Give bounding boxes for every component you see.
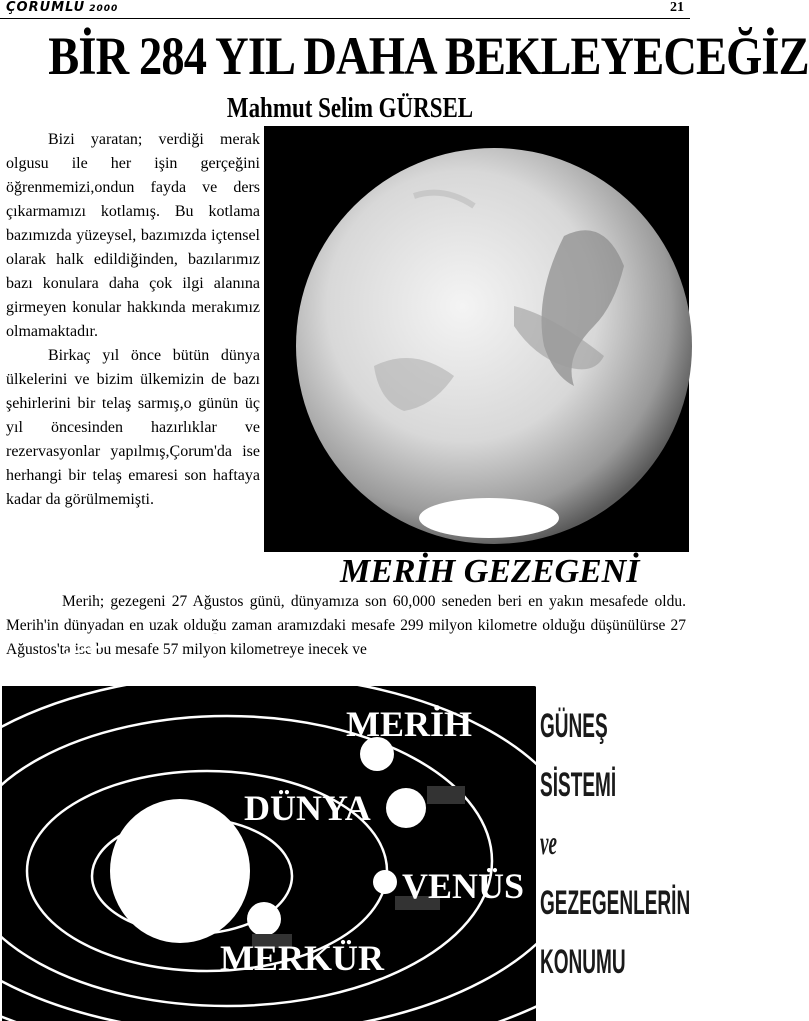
photo-caption: MERİH GEZEGENİ (340, 553, 640, 590)
sun (110, 799, 250, 943)
side-title-line-5: KONUMU (540, 943, 626, 981)
page-number: 21 (670, 0, 684, 15)
side-title-line-2: SİSTEMİ (540, 766, 617, 804)
diagram-side-title (540, 708, 690, 1003)
mars-photo (264, 126, 689, 552)
label-venus: VENÜS (402, 866, 525, 906)
solar-system-diagram (2, 686, 536, 1021)
article-author: Mahmut Selim GÜRSEL (226, 93, 474, 124)
page-header (0, 0, 690, 19)
mercury-planet (247, 902, 281, 936)
label-earth: DÜNYA (244, 788, 371, 828)
magazine-year: 2000 (89, 4, 119, 14)
side-title-line-1: GÜNEŞ (540, 707, 608, 745)
intro-column (6, 128, 260, 512)
earth-planet (386, 788, 426, 828)
label-mars: MERİH (346, 704, 472, 744)
paragraph-3: Merih; gezegeni 27 Ağustos günü, dünyamıza son 60,000 seneden beri en yakın mesafede oldu. Merih'in dünyadan en uzak olduğu zaman aramızdaki mesafe 299 milyon kilometre olduğu düşünülürse 27 Ağustos'ta ise bu mesafe 57 milyon kilometreye inecek ve (6, 593, 686, 658)
side-title-line-3: ve (540, 825, 557, 862)
continuation-text (6, 590, 686, 662)
paragraph-2: Birkaç yıl önce bütün dünya ülkelerini ve bizim ülkemizin de bazı şehirlerini bir telaş sarmış,o günün üç yıl öncesinden hazırlıklar ve rezervasyonlar yapılmış,Çorum'da ise herhangi bir telaş emaresi son haftaya kadar da görülmemişti. (6, 347, 260, 508)
article-title: BİR 284 YIL DAHA BEKLEYECEĞİZ (48, 26, 809, 86)
paragraph-1: Bizi yaratan; verdiği merak olgusu ile her işin gerçeğini öğrenmemizi,ondun fayda ve ders çıkarmamızı kotlamış. Bu kotlama bazımızda yüzeysel, bazımızda içtensel olarak halk edildiğinden, bazılarımız bazı konulara daha çok ilgi alanına girmeyen konular hakkında merakımız olmamaktadır. (6, 131, 260, 340)
magazine-name: ÇORUMLU 2000 (6, 0, 119, 15)
venus-planet (373, 870, 397, 894)
side-title-line-4: GEZEGENLERİN (540, 884, 691, 922)
label-mercury: MERKÜR (220, 938, 384, 978)
